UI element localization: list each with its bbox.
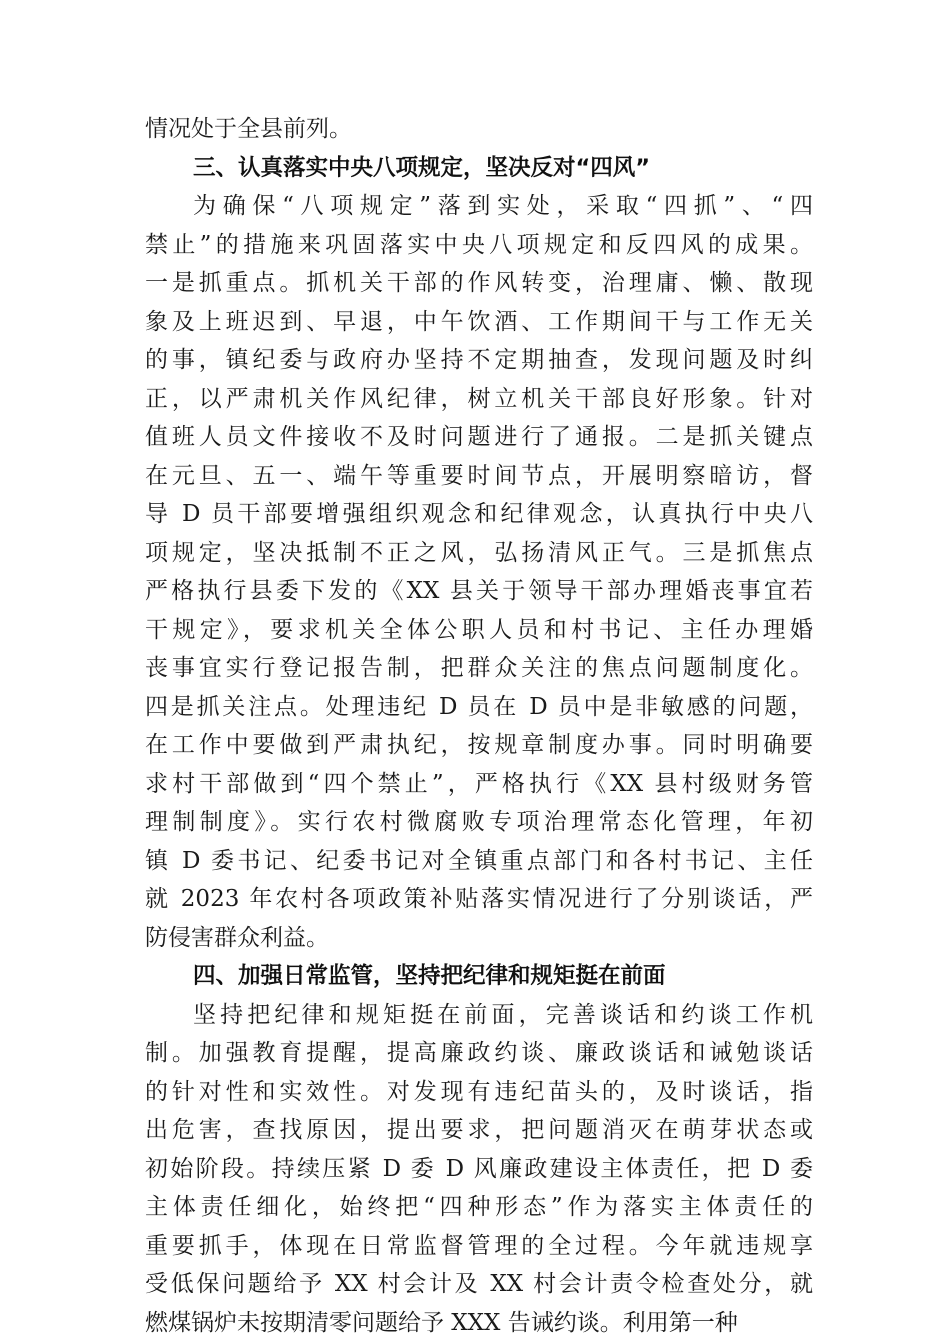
text-line: 重要抓手，体现在日常监督管理的全过程。今年就违规享 xyxy=(145,1232,813,1259)
section-heading: 三、认真落实中央八项规定，坚决反对“四风” xyxy=(193,154,651,181)
text-line: 坚持把纪律和规矩挺在前面，完善谈话和约谈工作机 xyxy=(193,1001,813,1028)
text-line: 正，以严肃机关作风纪律，树立机关干部良好形象。针对 xyxy=(145,385,813,412)
text-line: 禁止”的措施来巩固落实中央八项规定和反四风的成果。 xyxy=(145,231,813,258)
text-line: 的事，镇纪委与政府办坚持不定期抽查，发现问题及时纠 xyxy=(145,347,813,373)
text-line: 初始阶段。持续压紧 D 委 D 风廉政建设主体责任，把 D 委 xyxy=(145,1155,814,1182)
text-line: 的针对性和实效性。对发现有违纪苗头的，及时谈话，指 xyxy=(145,1078,813,1105)
text-line: 导 D 员干部要增强组织观念和纪律观念，认真执行中央八 xyxy=(145,501,813,527)
text-line: 主体责任细化，始终把“四种形态”作为落实主体责任的 xyxy=(145,1194,813,1220)
text-line: 受低保问题给予 XX 村会计及 XX 村会计责令检查处分，就 xyxy=(145,1271,813,1297)
text-line: 就 2023 年农村各项政策补贴落实情况进行了分别谈话，严 xyxy=(145,886,813,912)
text-line: 丧事宜实行登记报告制，把群众关注的焦点问题制度化。 xyxy=(145,655,813,681)
text-line: 干规定》，要求机关全体公职人员和村书记、主任办理婚 xyxy=(145,616,813,643)
text-line: 求村干部做到“四个禁止”，严格执行《XX 县村级财务管 xyxy=(145,770,813,797)
body-paragraph xyxy=(145,110,813,149)
section-heading: 四、加强日常监管，坚持把纪律和规矩挺在前面 xyxy=(193,963,666,989)
text-line: 四是抓关注点。处理违纪 D 员在 D 员中是非敏感的问题， xyxy=(145,693,813,720)
text-line: 严格执行县委下发的《XX 县关于领导干部办理婚丧事宜若 xyxy=(145,578,813,604)
text-line: 在元旦、五一、端午等重要时间节点，开展明察暗访，督 xyxy=(145,462,813,489)
body-paragraph xyxy=(145,996,813,1343)
document-body xyxy=(145,110,813,1342)
text-line: 防侵害群众利益。 xyxy=(145,924,329,951)
text-line: 在工作中要做到严肃执纪，按规章制度办事。同时明确要 xyxy=(145,732,813,758)
body-paragraph xyxy=(145,187,813,957)
text-line: 为确保“八项规定”落到实处，采取“四抓”、“四 xyxy=(193,193,813,219)
text-line: 燃煤锅炉未按期清零问题给予 XXX 告诫约谈。利用第一种 xyxy=(145,1309,738,1336)
text-line: 理制制度》。实行农村微腐败专项治理常态化管理，年初 xyxy=(145,809,813,835)
text-line: 制。加强教育提醒，提高廉政约谈、廉政谈话和诫勉谈话 xyxy=(145,1040,813,1066)
text-line: 值班人员文件接收不及时问题进行了通报。二是抓关键点 xyxy=(145,424,813,450)
text-line: 一是抓重点。抓机关干部的作风转变，治理庸、懒、散现 xyxy=(145,270,813,296)
text-line: 项规定，坚决抵制不正之风，弘扬清风正气。三是抓焦点 xyxy=(145,539,813,566)
text-line: 镇 D 委书记、纪委书记对全镇重点部门和各村书记、主任 xyxy=(145,847,813,874)
text-line: 出危害，查找原因，提出要求，把问题消灭在萌芽状态或 xyxy=(145,1117,813,1143)
text-line: 情况处于全县前列。 xyxy=(145,116,352,142)
text-line: 象及上班迟到、早退，中午饮酒、工作期间干与工作无关 xyxy=(145,308,813,335)
